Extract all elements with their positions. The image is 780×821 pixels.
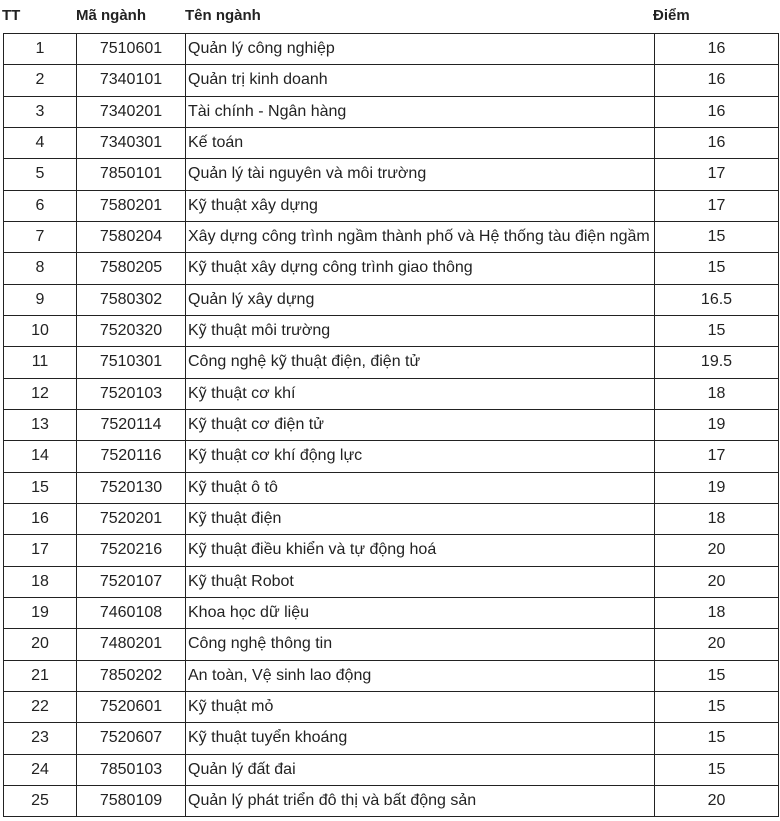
row-diem-cell: 15	[655, 691, 779, 722]
row-tt-cell: 19	[4, 597, 77, 628]
row-diem-cell: 16	[655, 65, 779, 96]
row-ma-nganh-cell: 7520116	[77, 441, 186, 472]
row-ma-nganh-cell: 7520107	[77, 566, 186, 597]
row-diem-cell: 19.5	[655, 347, 779, 378]
row-ma-nganh-cell: 7520216	[77, 535, 186, 566]
row-ten-nganh-cell: Xây dựng công trình ngầm thành phố và Hệ thống tàu điện ngầm	[186, 221, 655, 252]
row-ma-nganh-cell: 7580302	[77, 284, 186, 315]
row-ten-nganh-cell: Tài chính - Ngân hàng	[186, 96, 655, 127]
row-ma-nganh-cell: 7580204	[77, 221, 186, 252]
row-tt-cell: 1	[4, 34, 77, 65]
row-diem-cell: 18	[655, 597, 779, 628]
row-ma-nganh-cell: 7480201	[77, 629, 186, 660]
row-tt-cell: 4	[4, 127, 77, 158]
row-ten-nganh-cell: An toàn, Vệ sinh lao động	[186, 660, 655, 691]
row-tt-cell: 7	[4, 221, 77, 252]
row-ma-nganh-cell: 7510601	[77, 34, 186, 65]
row-diem-cell: 15	[655, 253, 779, 284]
table-row	[4, 378, 779, 409]
table-row	[4, 409, 779, 440]
row-ten-nganh-cell: Quản lý phát triển đô thị và bất động sản	[186, 785, 655, 816]
row-tt-cell: 24	[4, 754, 77, 785]
row-ten-nganh-cell: Quản trị kinh doanh	[186, 65, 655, 96]
row-ten-nganh-cell: Kỹ thuật ô tô	[186, 472, 655, 503]
table-row	[4, 785, 779, 816]
header-ma-nganh: Mã ngành	[76, 7, 146, 24]
row-ma-nganh-cell: 7850103	[77, 754, 186, 785]
row-tt-cell: 18	[4, 566, 77, 597]
row-ten-nganh-cell: Quản lý tài nguyên và môi trường	[186, 159, 655, 190]
row-ten-nganh-cell: Kỹ thuật cơ khí động lực	[186, 441, 655, 472]
table-row	[4, 159, 779, 190]
table-row	[4, 284, 779, 315]
row-ma-nganh-cell: 7510301	[77, 347, 186, 378]
row-ma-nganh-cell: 7520130	[77, 472, 186, 503]
row-diem-cell: 16.5	[655, 284, 779, 315]
score-table	[3, 33, 779, 817]
row-ten-nganh-cell: Kế toán	[186, 127, 655, 158]
row-diem-cell: 18	[655, 378, 779, 409]
row-ten-nganh-cell: Kỹ thuật xây dựng	[186, 190, 655, 221]
row-tt-cell: 5	[4, 159, 77, 190]
table-row	[4, 472, 779, 503]
row-ten-nganh-cell: Công nghệ thông tin	[186, 629, 655, 660]
row-ten-nganh-cell: Kỹ thuật xây dựng công trình giao thông	[186, 253, 655, 284]
row-tt-cell: 12	[4, 378, 77, 409]
row-tt-cell: 16	[4, 503, 77, 534]
row-tt-cell: 14	[4, 441, 77, 472]
table-row	[4, 691, 779, 722]
row-ma-nganh-cell: 7520114	[77, 409, 186, 440]
row-ma-nganh-cell: 7520601	[77, 691, 186, 722]
row-ten-nganh-cell: Quản lý công nghiệp	[186, 34, 655, 65]
row-tt-cell: 22	[4, 691, 77, 722]
row-diem-cell: 16	[655, 127, 779, 158]
row-ten-nganh-cell: Kỹ thuật Robot	[186, 566, 655, 597]
table-row	[4, 34, 779, 65]
table-row	[4, 65, 779, 96]
table-row	[4, 221, 779, 252]
row-ten-nganh-cell: Quản lý xây dựng	[186, 284, 655, 315]
table-row	[4, 190, 779, 221]
row-diem-cell: 16	[655, 96, 779, 127]
row-diem-cell: 20	[655, 566, 779, 597]
row-tt-cell: 2	[4, 65, 77, 96]
row-tt-cell: 10	[4, 315, 77, 346]
row-diem-cell: 20	[655, 785, 779, 816]
row-ma-nganh-cell: 7340301	[77, 127, 186, 158]
table-row	[4, 96, 779, 127]
row-diem-cell: 15	[655, 315, 779, 346]
row-diem-cell: 19	[655, 472, 779, 503]
row-ten-nganh-cell: Kỹ thuật điều khiển và tự động hoá	[186, 535, 655, 566]
row-tt-cell: 25	[4, 785, 77, 816]
row-ma-nganh-cell: 7520201	[77, 503, 186, 534]
table-row	[4, 315, 779, 346]
row-ma-nganh-cell: 7520103	[77, 378, 186, 409]
table-row	[4, 723, 779, 754]
row-tt-cell: 13	[4, 409, 77, 440]
row-diem-cell: 19	[655, 409, 779, 440]
row-ma-nganh-cell: 7580201	[77, 190, 186, 221]
row-ten-nganh-cell: Kỹ thuật tuyển khoáng	[186, 723, 655, 754]
row-tt-cell: 21	[4, 660, 77, 691]
row-ten-nganh-cell: Kỹ thuật điện	[186, 503, 655, 534]
row-tt-cell: 15	[4, 472, 77, 503]
row-diem-cell: 17	[655, 190, 779, 221]
row-diem-cell: 15	[655, 221, 779, 252]
row-tt-cell: 17	[4, 535, 77, 566]
row-diem-cell: 20	[655, 629, 779, 660]
table-row	[4, 127, 779, 158]
table-row	[4, 754, 779, 785]
row-diem-cell: 15	[655, 660, 779, 691]
row-diem-cell: 16	[655, 34, 779, 65]
row-diem-cell: 15	[655, 754, 779, 785]
row-ma-nganh-cell: 7460108	[77, 597, 186, 628]
row-ma-nganh-cell: 7520320	[77, 315, 186, 346]
row-tt-cell: 6	[4, 190, 77, 221]
row-ten-nganh-cell: Kỹ thuật cơ khí	[186, 378, 655, 409]
table-header	[0, 0, 780, 33]
row-ten-nganh-cell: Công nghệ kỹ thuật điện, điện tử	[186, 347, 655, 378]
row-tt-cell: 9	[4, 284, 77, 315]
row-ten-nganh-cell: Quản lý đất đai	[186, 754, 655, 785]
table-row	[4, 535, 779, 566]
header-diem: Điểm	[653, 7, 690, 24]
table-row	[4, 503, 779, 534]
row-ma-nganh-cell: 7340201	[77, 96, 186, 127]
row-ten-nganh-cell: Kỹ thuật môi trường	[186, 315, 655, 346]
row-ten-nganh-cell: Khoa học dữ liệu	[186, 597, 655, 628]
header-tt: TT	[2, 7, 21, 24]
row-tt-cell: 20	[4, 629, 77, 660]
row-ten-nganh-cell: Kỹ thuật mỏ	[186, 691, 655, 722]
row-diem-cell: 17	[655, 159, 779, 190]
row-tt-cell: 23	[4, 723, 77, 754]
table-row	[4, 597, 779, 628]
row-tt-cell: 11	[4, 347, 77, 378]
row-ma-nganh-cell: 7580205	[77, 253, 186, 284]
row-diem-cell: 15	[655, 723, 779, 754]
row-ma-nganh-cell: 7580109	[77, 785, 186, 816]
row-ma-nganh-cell: 7520607	[77, 723, 186, 754]
row-diem-cell: 17	[655, 441, 779, 472]
table-row	[4, 566, 779, 597]
row-tt-cell: 3	[4, 96, 77, 127]
table-row	[4, 629, 779, 660]
score-table-body	[4, 34, 779, 817]
table-row	[4, 441, 779, 472]
row-ma-nganh-cell: 7850101	[77, 159, 186, 190]
row-tt-cell: 8	[4, 253, 77, 284]
table-row	[4, 253, 779, 284]
header-ten-nganh: Tên ngành	[185, 7, 261, 24]
row-diem-cell: 18	[655, 503, 779, 534]
row-ma-nganh-cell: 7850202	[77, 660, 186, 691]
table-row	[4, 347, 779, 378]
row-ma-nganh-cell: 7340101	[77, 65, 186, 96]
table-row	[4, 660, 779, 691]
row-diem-cell: 20	[655, 535, 779, 566]
row-ten-nganh-cell: Kỹ thuật cơ điện tử	[186, 409, 655, 440]
